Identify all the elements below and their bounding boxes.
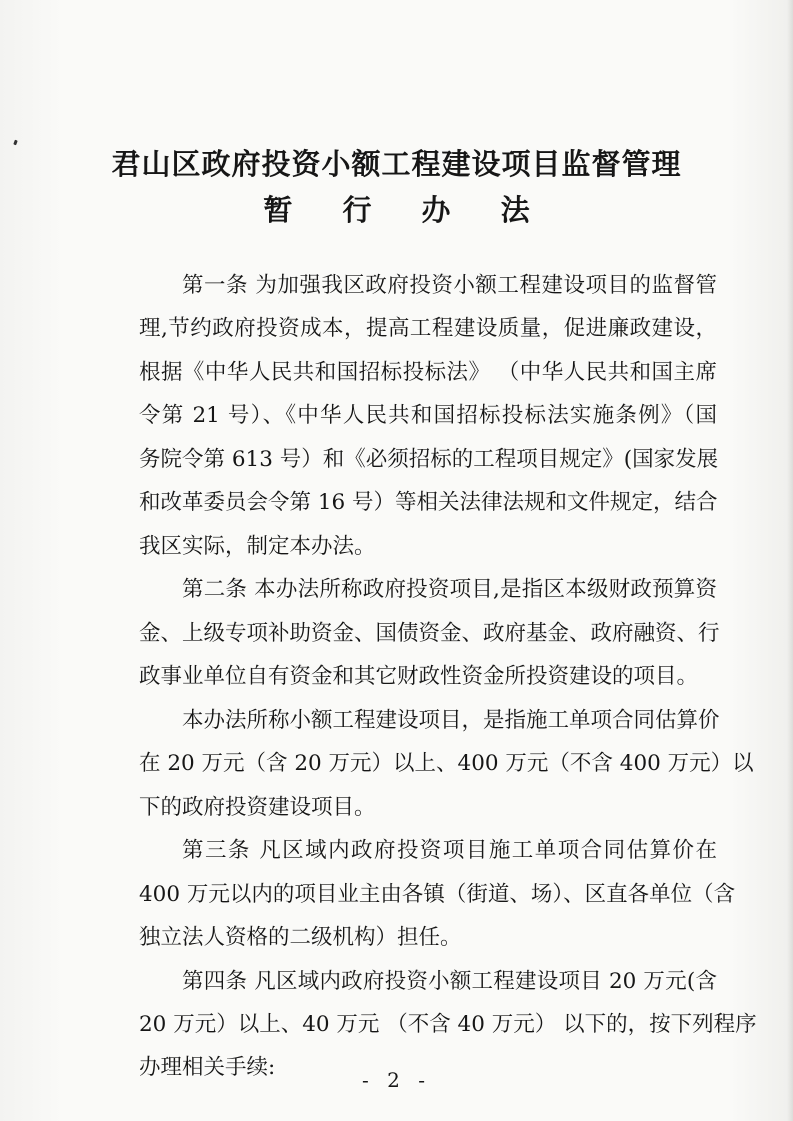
article-1-line-2: 理,节约政府投资成本，提高工程建设质量，促进廉政建设， — [139, 316, 717, 341]
article-2-para-2-line-1: 本办法所称小额工程建设项目，是指施工单项合同估算价 — [182, 708, 720, 733]
document-subtitle: 暂 行 办 法 — [263, 193, 550, 227]
article-4-line-3: 办理相关手续: — [139, 1055, 276, 1080]
article-1-line-7: 我区实际，制定本办法。 — [139, 534, 376, 559]
page-number: - 2 - — [362, 1068, 431, 1092]
article-4-line-2: 20 万元）以上、40 万元 （不含 40 万元） 以下的，按下列程序 — [139, 1012, 757, 1037]
article-1-line-5: 务院令第 613 号）和《必须招标的工程项目规定》(国家发展 — [139, 447, 719, 472]
article-3-line-3: 独立法人资格的二级机构）担任。 — [139, 925, 462, 950]
article-1-line-6: 和改革委员会令第 16 号）等相关法律法规和文件规定，结合 — [139, 490, 718, 515]
article-2-line-1: 第二条 本办法所称政府投资项目,是指区本级财政预算资 — [182, 577, 717, 602]
article-2-para-2-line-2: 在 20 万元（含 20 万元）以上、400 万元（不含 400 万元）以 — [139, 751, 754, 776]
article-2-para-2-line-3: 下的政府投资建设项目。 — [139, 795, 376, 820]
article-2-line-3: 政事业单位自有资金和其它财政性资金所投资建设的项目。 — [139, 664, 699, 689]
article-2-line-2: 金、上级专项补助资金、国债资金、政府基金、政府融资、行 — [139, 621, 720, 646]
article-1-line-3: 根据《中华人民共和国招标投标法》 （中华人民共和国主席 — [139, 360, 717, 385]
article-4-line-1: 第四条 凡区域内政府投资小额工程建设项目 20 万元(含 — [182, 969, 717, 994]
article-1-line-4: 令第 21 号）、《中华人民共和国招标投标法实施条例》（国 — [139, 403, 717, 428]
article-1-line-1: 第一条 为加强我区政府投资小额工程建设项目的监督管 — [182, 273, 717, 298]
article-3-line-1: 第三条 凡区域内政府投资项目施工单项合同估算价在 — [182, 838, 717, 863]
document-title: 君山区政府投资小额工程建设项目监督管理 — [111, 147, 682, 181]
article-3-line-2: 400 万元以内的项目业主由各镇（街道、场）、区直各单位（含 — [139, 882, 736, 907]
